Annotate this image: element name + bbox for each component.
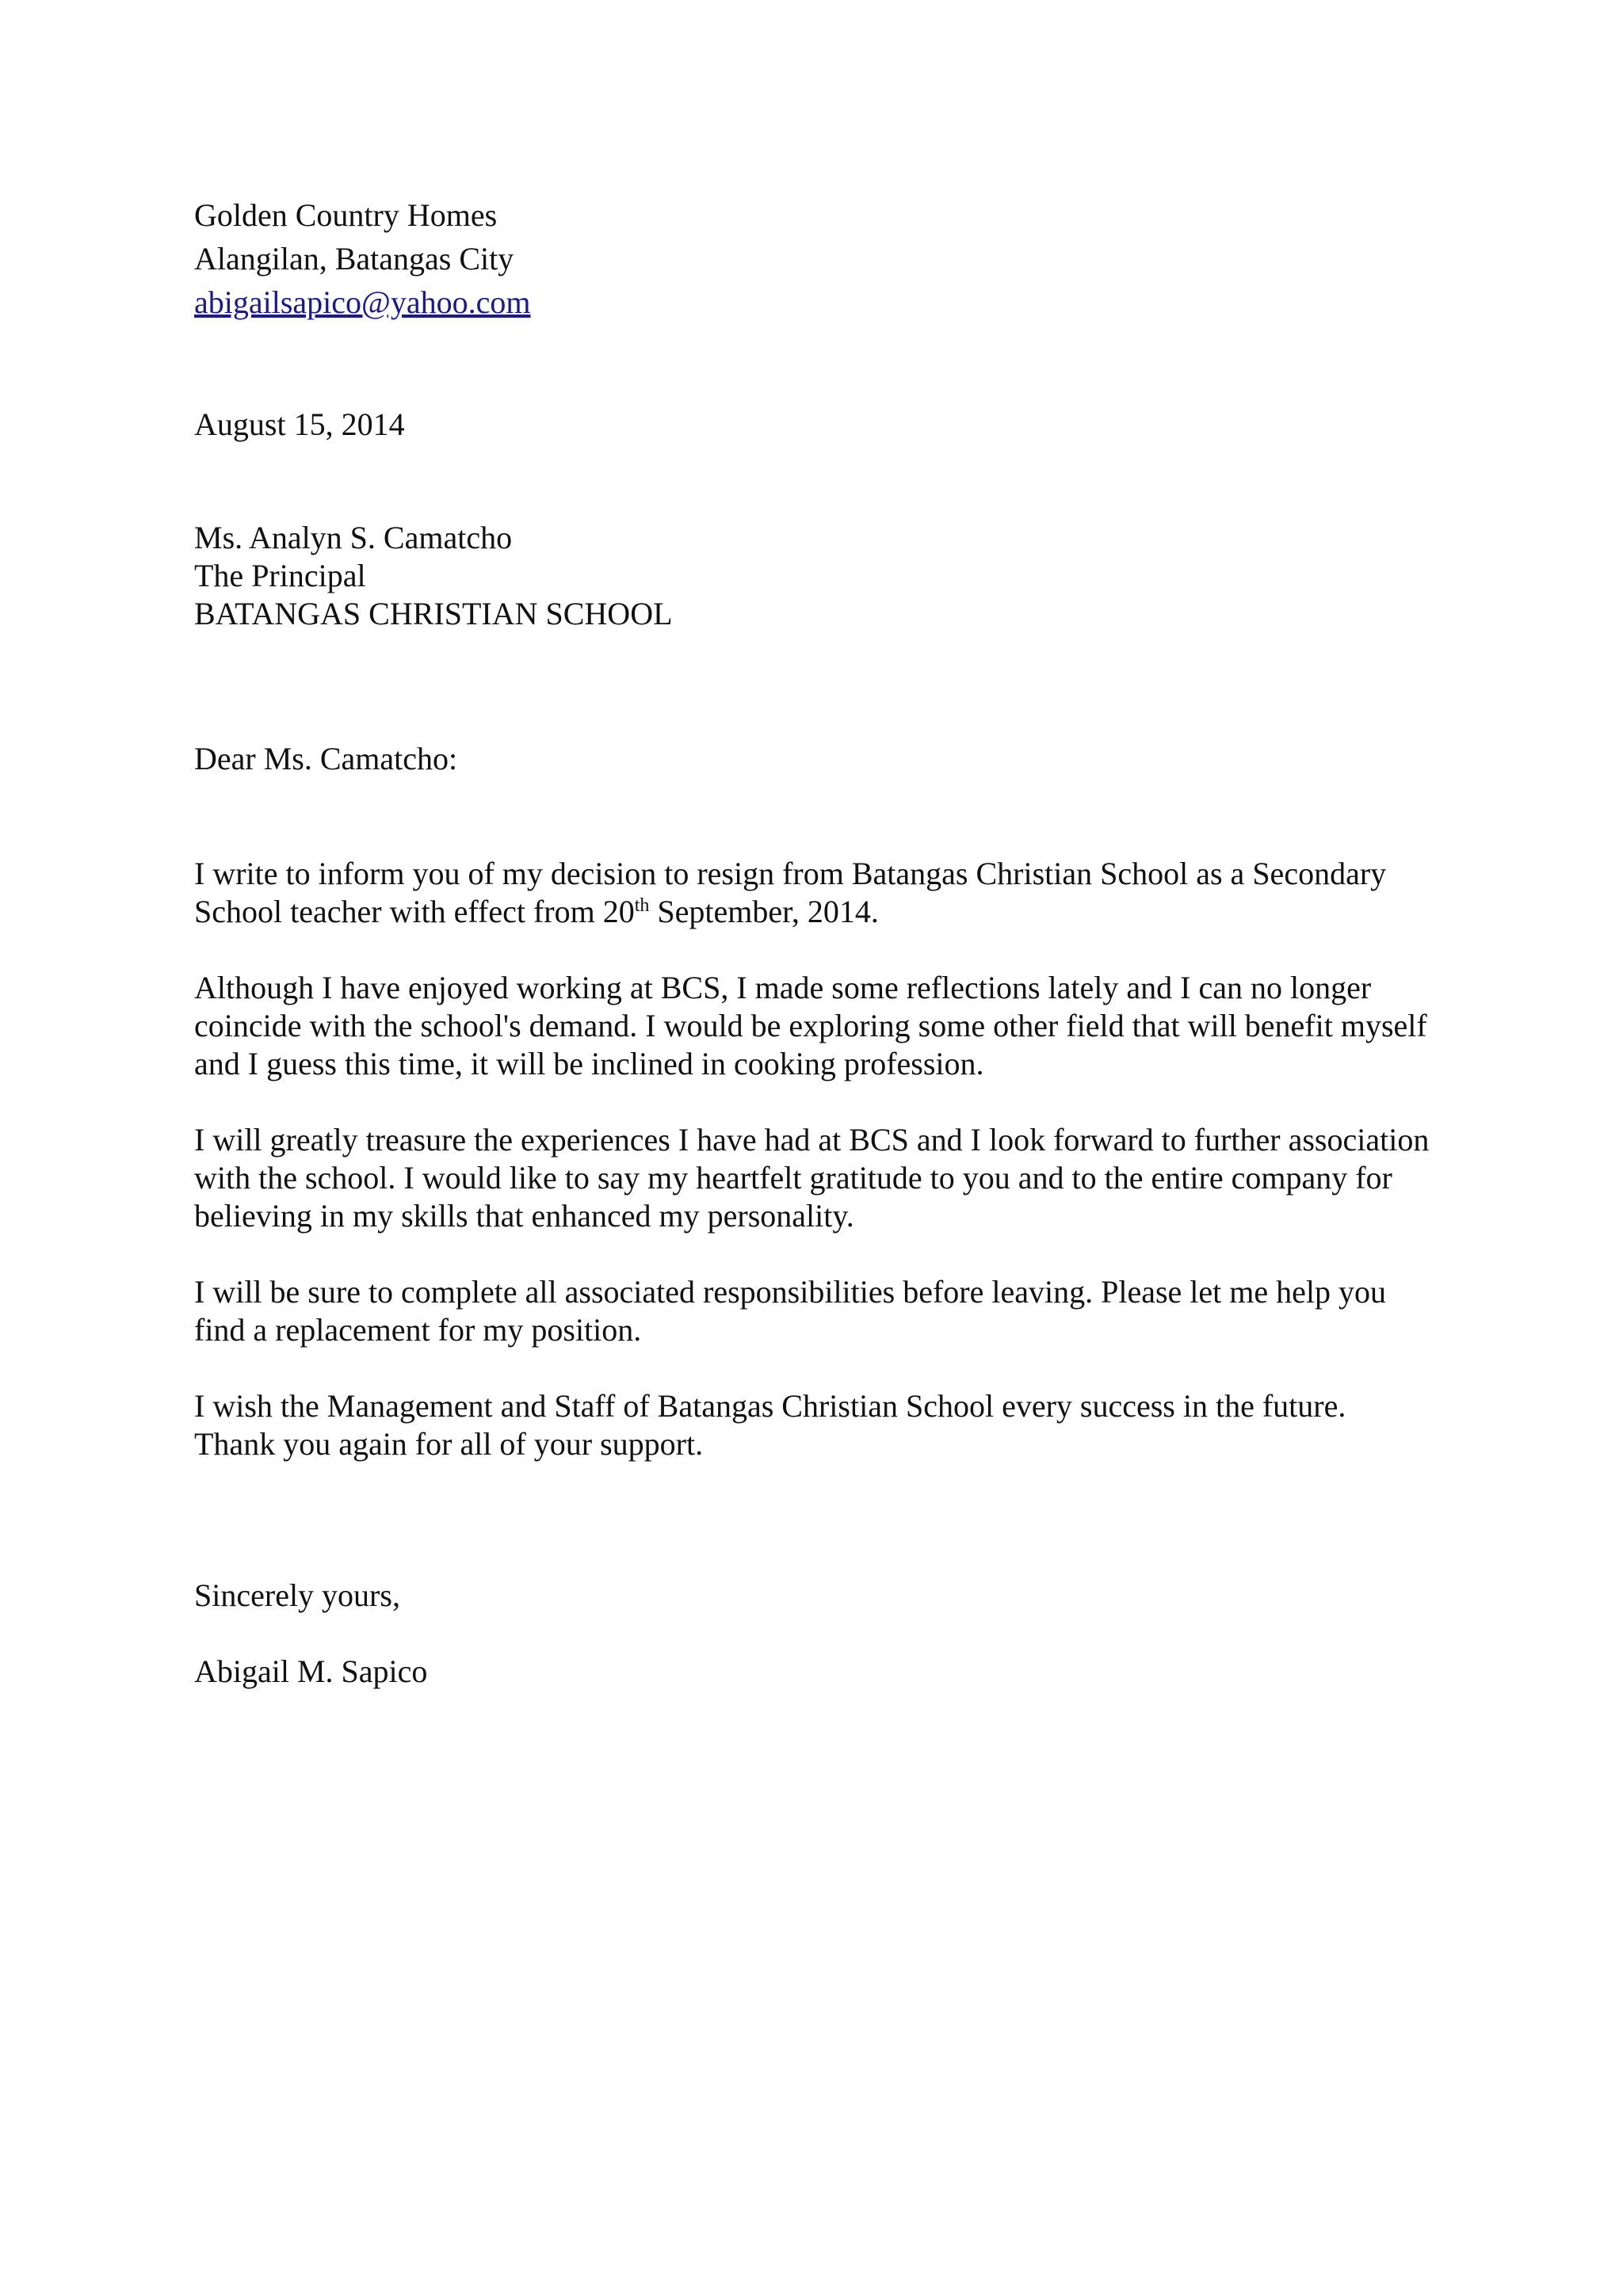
body-paragraph-5 [194, 1387, 1494, 1463]
body-p4-line1: I will be sure to complete all associated responsibilities before leaving. Please let me help you [194, 1274, 1387, 1310]
recipient-block [194, 519, 1494, 633]
body-p5-line2: Thank you again for all of your support. [194, 1426, 704, 1462]
sender-address [194, 193, 1494, 324]
sender-address-line2: Alangilan, Batangas City [194, 241, 514, 277]
ordinal-suffix: th [634, 895, 650, 916]
letter-body [194, 855, 1494, 1463]
body-paragraph-3 [194, 1121, 1494, 1235]
closing: Sincerely yours, [194, 1577, 400, 1613]
body-p1-line2 [194, 893, 1494, 931]
body-p2-line1: Although I have enjoyed working at BCS, I made some reflections lately and I can no longer [194, 970, 1372, 1005]
body-paragraph-1 [194, 855, 1494, 931]
body-paragraph-2 [194, 969, 1494, 1083]
recipient-title: The Principal [194, 558, 366, 593]
signature-name: Abigail M. Sapico [194, 1653, 428, 1689]
body-p1-line2-before: School teacher with effect from 20 [194, 894, 635, 929]
sender-address-line1: Golden Country Homes [194, 197, 498, 233]
body-p5-line1: I wish the Management and Staff of Batangas Christian School every success in the future. [194, 1388, 1346, 1424]
body-p3-line1: I will greatly treasure the experiences I have had at BCS and I look forward to further association [194, 1122, 1430, 1158]
body-p1-line2-after: September, 2014. [649, 894, 879, 929]
letter-date: August 15, 2014 [194, 406, 405, 442]
recipient-organization: BATANGAS CHRISTIAN SCHOOL [194, 596, 673, 631]
body-p3-line3: believing in my skills that enhanced my personality. [194, 1198, 854, 1234]
recipient-name: Ms. Analyn S. Camatcho [194, 520, 513, 555]
letter [194, 193, 1494, 1691]
body-p1-line1: I write to inform you of my decision to resign from Batangas Christian School as a Secondary [194, 856, 1387, 891]
salutation: Dear Ms. Camatcho: [194, 741, 458, 776]
body-p4-line2: find a replacement for my position. [194, 1312, 642, 1348]
sender-email-link[interactable]: abigailsapico@yahoo.com [194, 284, 531, 320]
body-p2-line2: coincide with the school's demand. I would be exploring some other field that will benefit myself [194, 1008, 1427, 1043]
body-p2-line3: and I guess this time, it will be inclined in cooking profession. [194, 1046, 984, 1081]
body-paragraph-4 [194, 1273, 1494, 1349]
body-p3-line2: with the school. I would like to say my heartfelt gratitude to you and to the entire company for [194, 1160, 1392, 1196]
